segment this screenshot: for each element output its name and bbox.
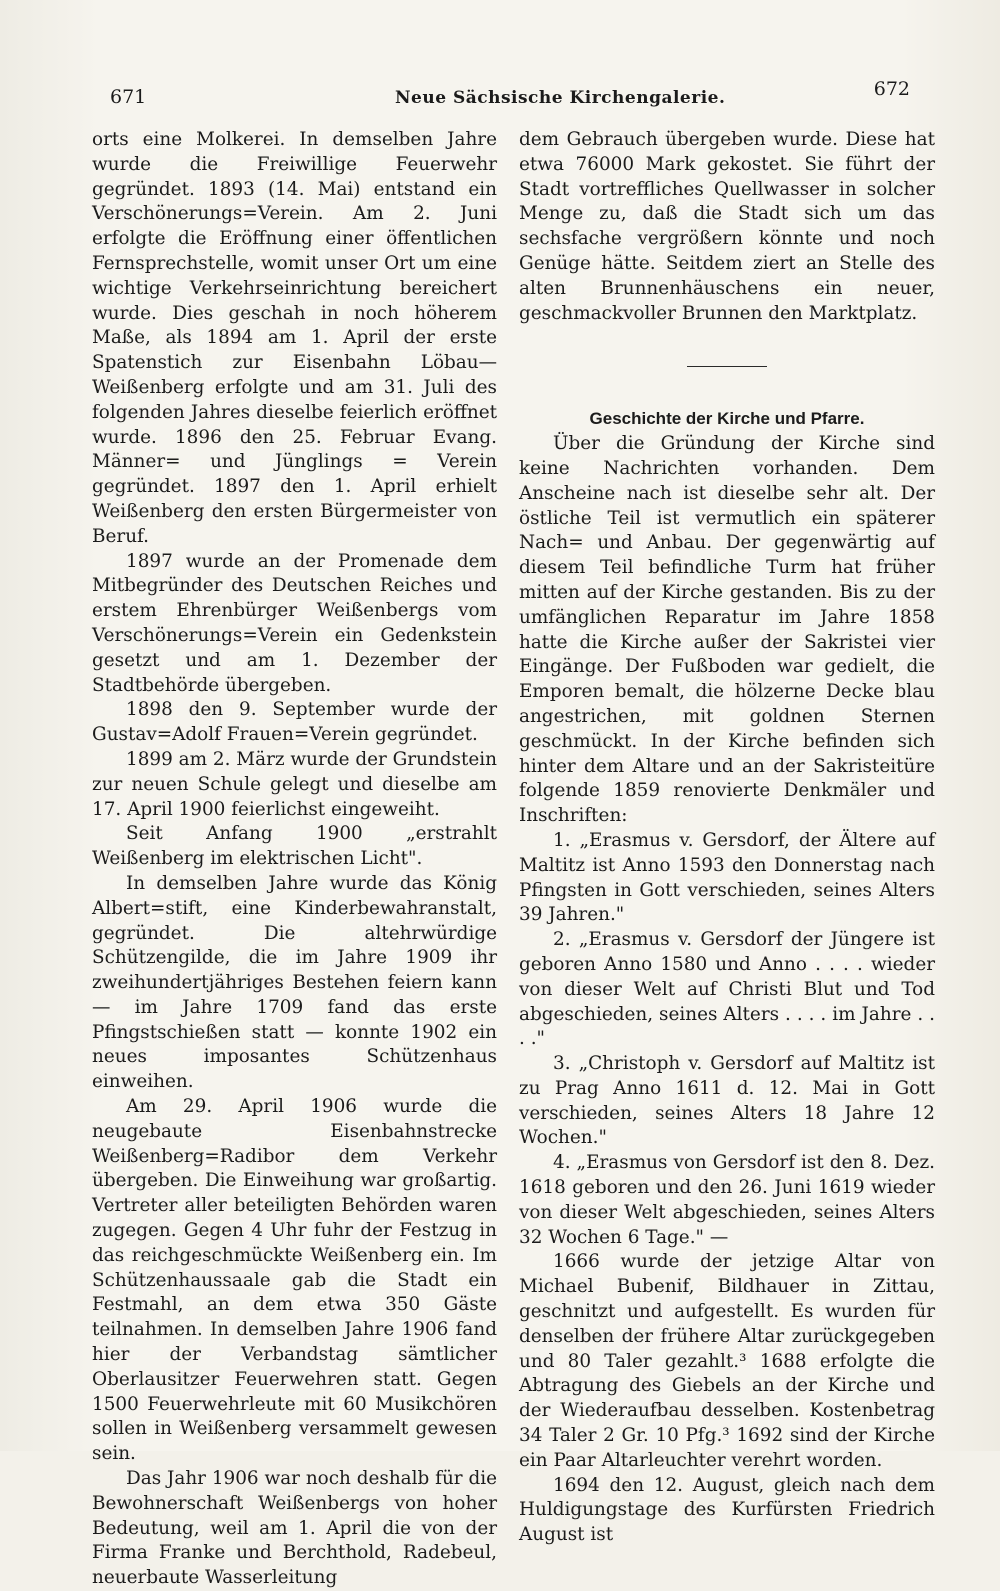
paragraph: 1694 den 12. August, gleich nach dem Huldigungstage des Kurfürsten Friedrich August ist	[519, 1474, 935, 1546]
page-header	[90, 78, 910, 118]
paragraph: In demselben Jahre wurde das König Albert=stift, eine Kinderbewahranstalt, gegründet. Die altehrwürdige Schützengilde, die im Jahre 1909 ihr zweihundertjähriges Bestehen feiern kann — im Jahre 1709 fand das erste Pfingstschießen statt — konnte 1902 ein neues imposantes Schützenhaus einweihen.	[92, 872, 497, 1093]
right-column	[519, 128, 935, 1548]
paragraph: Am 29. April 1906 wurde die neugebaute Eisenbahnstrecke Weißenberg=Radibor dem Verkehr übergeben. Die Einweihung war großartig. Vertreter aller beteiligten Behörden waren zugegen. Gegen 4 Uhr fuhr der Festzug in das reichgeschmückte Weißenberg ein. Im Schützenhaussaale gab die Stadt ein Festmahl, an dem etwa 350 Gäste teilnahmen. In demselben Jahre 1906 fand hier der Verbandstag sämtlicher Oberlausitzer Feuerwehren statt. Gegen 1500 Feuerwehrleute mit 60 Musikchören sollen in Weißenberg versammelt gewesen sein.	[92, 1096, 497, 1465]
paragraph: 1899 am 2. März wurde der Grundstein zur neuen Schule gelegt und dieselbe am 17. April 1900 feierlichst eingeweiht.	[92, 748, 497, 820]
paragraph: 1897 wurde an der Promenade dem Mitbegründer des Deutschen Reiches und erstem Ehrenbürger Weißenbergs vom Verschönerungs=Verein ein Gedenkstein gesetzt und am 1. Dezember der Stadtbehörde übergeben.	[92, 550, 497, 696]
section-divider	[687, 366, 767, 367]
page-number-right: 672	[873, 78, 910, 100]
paragraph: 1. „Erasmus v. Gersdorf, der Ältere auf Maltitz ist Anno 1593 den Donnerstag nach Pfingsten in Gott verschieden, seines Alters 39 Jahren."	[519, 829, 935, 926]
paragraph: 1898 den 9. September wurde der Gustav=Adolf Frauen=Verein gegründet.	[92, 699, 497, 746]
paragraph: Seit Anfang 1900 „erstrahlt Weißenberg im elektrischen Licht".	[92, 823, 497, 870]
paragraph: dem Gebrauch übergeben wurde. Diese hat etwa 76000 Mark gekostet. Sie führt der Stadt vortreffliches Quellwasser in solcher Menge zu, daß die Stadt sich um das sechsfache vergrößern könnte und noch Genüge hätte. Seitdem ziert an Stelle des alten Brunnenhäuschens ein neuer, geschmackvoller Brunnen den Marktplatz.	[519, 129, 935, 324]
section-title: Geschichte der Kirche und Pfarre.	[589, 409, 865, 429]
page-number-left: 671	[110, 86, 147, 108]
paragraph: 1666 wurde der jetzige Altar von Michael Bubenif, Bildhauer in Zittau, geschnitzt und aufgestellt. Es wurden für denselben der frühere Altar zurückgegeben und 80 Taler gezahlt.³ 1688 erfolgte die Abtragung des Giebels an der Kirche und der Wiederaufbau desselben. Kostenbetrag 34 Taler 2 Gr. 10 Pfg.³ 1692 sind der Kirche ein Paar Altarleuchter verehrt worden.	[519, 1251, 935, 1471]
paragraph: Das Jahr 1906 war noch deshalb für die Bewohnerschaft Weißenbergs von hoher Bedeutung, weil am 1. April die von der Firma Franke und Berchthold, Radebeul, neuerbaute Wasserleitung	[92, 1468, 497, 1589]
paragraph: Über die Gründung der Kirche sind keine Nachrichten vorhanden. Dem Anscheine nach ist dieselbe sehr alt. Der östliche Teil ist vermutlich ein späterer Nach= und Anbau. Der gegenwärtig auf diesem Teil befindliche Turm hat früher mitten auf der Kirche gestanden. Bis zu der umfänglichen Reparatur im Jahre 1858 hatte die Kirche außer der Sakristei vier Eingänge. Der Fußboden war gedielt, die Emporen bemalt, die hölzerne Decke blau angestrichen, mit goldnen Sternen geschmückt. In der Kirche befinden sich hinter dem Altare und an der Sakristeitüre folgende 1859 renovierte Denkmäler und Inschriften:	[519, 433, 935, 827]
running-title: Neue Sächsische Kirchengalerie.	[395, 88, 726, 108]
paragraph: 3. „Christoph v. Gersdorf auf Maltitz ist zu Prag Anno 1611 d. 12. Mai in Gott verschieden, seines Alters 18 Jahre 12 Wochen."	[519, 1053, 935, 1149]
left-column	[92, 128, 497, 1591]
paragraph: orts eine Molkerei. In demselben Jahre wurde die Freiwillige Feuerwehr gegründet. 1893 (14. Mai) entstand ein Verschönerungs=Verein. Am 2. Juni erfolgte die Eröffnung einer öffentlichen Fernsprechstelle, womit unser Ort um eine wichtige Verkehrseinrichtung bereichert wurde. Dies geschah in noch höherem Maße, als 1894 am 1. April der erste Spatenstich zur Eisenbahn Löbau—Weißenberg erfolgte und am 31. Juli des folgenden Jahres dieselbe feierlich eröffnet wurde. 1896 den 25. Februar Evang. Männer= und Jünglings = Verein gegründet. 1897 den 1. April erhielt Weißenberg den ersten Bürgermeister von Beruf.	[92, 129, 497, 547]
paragraph: 4. „Erasmus von Gersdorf ist den 8. Dez. 1618 geboren und den 26. Juni 1619 wieder von dieser Welt abgeschieden, seines Alters 32 Wochen 6 Tage." —	[519, 1152, 935, 1248]
paragraph: 2. „Erasmus v. Gersdorf der Jüngere ist geboren Anno 1580 und Anno . . . . wieder von dieser Welt auf Christi Blut und Tod abgeschieden, seines Alters . . . . im Jahre . . . ."	[519, 929, 935, 1050]
